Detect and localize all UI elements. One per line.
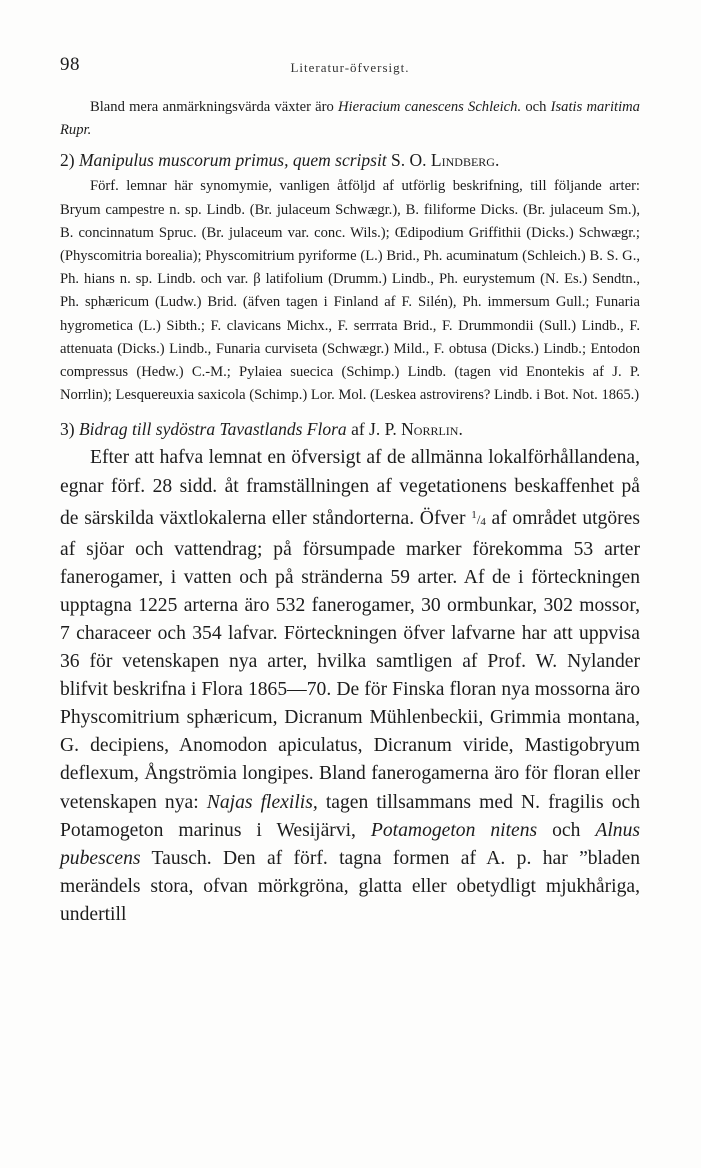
page-number: 98 — [60, 54, 80, 75]
section-3-text-c: tagen tillsammans med N. fragilis och Potamogeton marinus i Wesijärvi, — [60, 791, 641, 841]
page-body — [60, 96, 640, 929]
section-3-text-a: Efter att hafva lemnat en öfversigt af de allmänna lokalförhållandena, egnar förf. 28 sidd. åt framställningen af vegetationens beskaffenhet på de särskilda växtlokalerna eller ståndorterna. Öfver — [60, 447, 640, 529]
fraction-one-quarter: $^1/_4$ — [471, 508, 486, 528]
section-2-number: 2) — [60, 150, 79, 171]
section-3-text-d: och — [537, 819, 596, 841]
section-2-heading — [60, 146, 640, 174]
section-2-title: Manipulus muscorum primus, quem scripsit — [78, 150, 387, 171]
section-3-heading — [60, 415, 640, 443]
section-3-number: 3) — [60, 419, 79, 440]
section-3-text-b: af området utgöres af sjöar och vattendrag; på försumpade marker förekomma 53 arter fanerogamer, i vatten och på stränderna 59 arter. Af de i förteckningen upptagna 1225 arterna äro 532 fanerogamer, 30 ormbunkar, 302 mossor, 7 characeer och 354 lafvar. Förteckningen öfver lafvarne har att uppvisa 36 för vetenskapen nya arter, hvilka samtligen af Prof. W. Nylander blifvit beskrifna i Flora 1865—70. De för Finska floran nya mossorna äro Physcomitrium sphæricum, Dicranum Mühlenbeckii, Grimmia montana, G. decipiens, Anomodon apiculatus, Dicranum viride, Mastigobryum deflexum, Ångströmia longipes. Bland fanerogamerna äro för floran eller vetenskapen nya: — [60, 507, 640, 813]
section-3-author-prefix: af J. P. — [346, 419, 402, 440]
section-2-body: Förf. lemnar här synomymie, vanligen åtföljd af utförlig beskrifning, till följande arter: Bryum campestre n. sp. Lindb. (Br. julaceum Schwægr.), B. filiforme Dicks. (Br. julaceum Sm.), B. concinnatum Spruc. (Br. julaceum var. conc. Wils.); Œdipodium Griffithii (Dicks.) Schwægr.; (Physcomitria borealia); Physcomitrium pyriforme (L.) Brid., Ph. acuminatum (Schleich.) B. S. G., Ph. hians n. sp. Lindb. och var. β latifolium (Drumm.) Lindb., Ph. eurystemum (N. Es.) Sendtn., Ph. sphæricum (Ludw.) Brid. (äfven tagen i Finland af F. Silén), Ph. immersum Gull.; Funaria hygrometica (L.) Sibth.; F. clavicans Michx., F. serrrata Brid., F. Drummondii (Sull.) Lindb., F. attenuata (Dicks.) Lindb., Funaria curviseta (Schwægr.) Mild., F. obtusa (Dicks.) Lindb.; Entodon compressus (Hedw.) C.-M.; Pylaiea suecica (Schimp.) Lindb. (tagen vid Enontekis af J. P. Norrlin); Lesquereuxia saxicola (Schimp.) Lor. Mol. (Leskea astrovirens? Lindb. i Bot. Not. 1865.) — [60, 178, 640, 404]
intro-text-2: och — [521, 99, 551, 115]
section-3-text-e: Tausch. Den af förf. tagna formen af A. p. har ”bladen merändels stora, ofvan mörkgröna, glatta eller obetydligt mjukhåriga, undertill — [60, 847, 640, 925]
fraction-denominator: 4 — [480, 515, 486, 528]
species-hieracium: Hieracium canescens Schleich. — [338, 99, 522, 115]
section-3-body — [60, 444, 640, 929]
intro-paragraph — [60, 96, 640, 142]
page-header — [60, 54, 640, 80]
species-isatis: Isatis maritima Rupr. — [60, 99, 640, 139]
running-head: Literatur-öfversigt. — [290, 60, 410, 75]
species-alnus: Alnus pubescens — [60, 819, 641, 869]
intro-text-1: Bland mera anmärkningsvärda växter äro — [90, 99, 339, 115]
species-najas: Najas flexilis, — [206, 791, 318, 813]
fraction-numerator: 1 — [471, 508, 477, 521]
species-potamogeton: Potamogeton nitens — [370, 819, 538, 841]
section-2-author: Lindberg. — [430, 150, 500, 171]
section-3-author: Norrlin. — [401, 419, 463, 440]
section-3-title: Bidrag till sydöstra Tavastlands Flora — [78, 419, 347, 440]
section-2-author-prefix: S. O. — [386, 150, 431, 171]
